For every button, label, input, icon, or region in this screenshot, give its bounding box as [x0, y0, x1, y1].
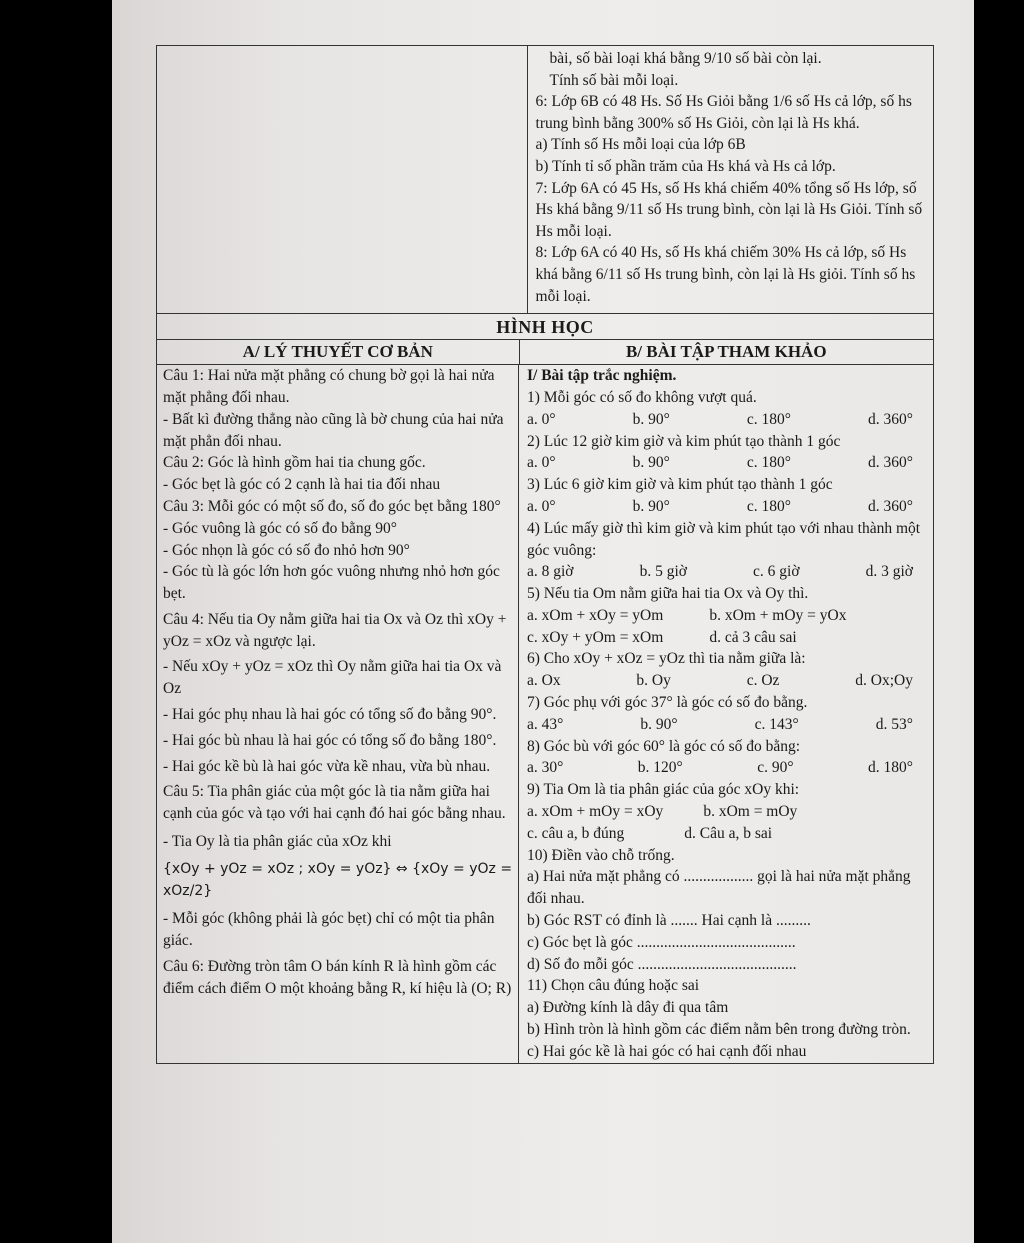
- theory-item: Câu 3: Mỗi góc có một số đo, số đo góc bẹt bằng 180°: [163, 497, 501, 515]
- top-left-empty-cell: [157, 46, 528, 313]
- options-row: [527, 605, 927, 627]
- option: d. 360°: [868, 454, 913, 472]
- theory-item: - Mỗi góc (không phải là góc bẹt) chỉ có một tia phân giác.: [163, 910, 495, 950]
- theory-item: - Hai góc bù nhau là hai góc có tổng số đo bằng 180°.: [163, 731, 497, 749]
- question-5: 5) Nếu tia Om nằm giữa hai tia Ox và Oy thì.: [527, 585, 809, 603]
- option: a. xOm + mOy = xOy: [527, 803, 664, 821]
- question-2: 2) Lúc 12 giờ kim giờ và kim phút tạo thành 1 góc: [527, 432, 841, 450]
- question-10a: a) Hai nửa mặt phẳng có .................. gọi là hai nửa mặt phẳng đối nhau.: [527, 868, 911, 908]
- option: a. 43°: [527, 715, 564, 733]
- option: b. 120°: [637, 759, 683, 777]
- question-6: 6) Cho xOy + xOz = yOz thì tia nằm giữa là:: [527, 650, 806, 668]
- theory-item: - Góc vuông là góc có số đo bằng 90°: [163, 519, 397, 537]
- question-11c: c) Hai góc kề là hai góc có hai cạnh đối nhau: [527, 1042, 807, 1060]
- theory-item: - Hai góc phụ nhau là hai góc có tổng số đo bằng 90°.: [163, 706, 497, 724]
- option: c. 180°: [746, 410, 791, 428]
- theory-item: - Góc tù là góc lớn hơn góc vuông nhưng nhỏ hơn góc bẹt.: [163, 563, 500, 603]
- question-11b: b) Hình tròn là hình gồm các điểm nằm bên trong đường tròn.: [527, 1021, 911, 1039]
- option: a. 8 giờ: [527, 563, 574, 581]
- option: c. 143°: [754, 715, 799, 733]
- problem-6a: a) Tính số Hs mỗi loại của lớp 6B: [535, 136, 746, 154]
- left-column-title: A/ LÝ THUYẾT CƠ BẢN: [157, 340, 520, 365]
- option: b. Oy: [636, 672, 671, 690]
- theory-item: Câu 4: Nếu tia Oy nằm giữa hai tia Ox và Oz thì xOy + yOz = xOz và ngược lại.: [163, 610, 507, 650]
- option: a. 0°: [527, 497, 556, 515]
- bisector-formula: {xOy + yOz = xOz ; xOy = yOz} ⇔ {xOy = yOz = xOz/2}: [163, 860, 513, 899]
- option: c. xOy + yOm = xOm: [527, 628, 664, 646]
- question-10c: c) Góc bẹt là góc .........................................: [527, 933, 796, 951]
- top-right-cell: [528, 46, 933, 313]
- problem-6b: b) Tính tỉ số phần trăm của Hs khá và Hs cả lớp.: [535, 157, 836, 175]
- options-row: [527, 561, 927, 583]
- option: b. 90°: [632, 497, 670, 515]
- exercise-intro: I/ Bài tập trắc nghiệm.: [527, 367, 677, 385]
- option: a. 30°: [527, 759, 564, 777]
- option: b. 5 giờ: [639, 563, 687, 581]
- option: b. xOm + mOy = yOx: [709, 606, 847, 624]
- question-8: 8) Góc bù với góc 60° là góc có số đo bằng:: [527, 737, 801, 755]
- question-3: 3) Lúc 6 giờ kim giờ và kim phút tạo thành 1 góc: [527, 476, 833, 494]
- theory-item: Câu 1: Hai nửa mặt phẳng có chung bờ gọi là hai nửa mặt phẳng đối nhau.: [163, 367, 495, 406]
- options-row: [527, 714, 927, 736]
- option: a. 0°: [527, 410, 556, 428]
- theory-item: - Góc bẹt là góc có 2 cạnh là hai tia đối nhau: [163, 476, 441, 494]
- options-row: [527, 627, 927, 649]
- option: c. 90°: [757, 759, 794, 777]
- option: c. Oz: [746, 672, 780, 690]
- option: c. 6 giờ: [753, 563, 800, 581]
- worksheet-table: [156, 45, 934, 1064]
- option: d. 53°: [875, 715, 913, 733]
- option: d. 3 giờ: [865, 563, 913, 581]
- content-row: [157, 365, 933, 1063]
- question-10b: b) Góc RST có đỉnh là ....... Hai cạnh là .........: [527, 912, 811, 930]
- theory-item: - Hai góc kề bù là hai góc vừa kề nhau, vừa bù nhau.: [163, 757, 491, 775]
- option: d. Câu a, b sai: [684, 824, 773, 842]
- theory-item: - Tia Oy là tia phân giác của xOz khi: [163, 833, 392, 851]
- question-1: 1) Mỗi góc có số đo không vượt quá.: [527, 388, 757, 406]
- option: d. cả 3 câu sai: [709, 628, 797, 646]
- option: b. 90°: [632, 410, 670, 428]
- option: a. 0°: [527, 454, 556, 472]
- options-row: [527, 496, 927, 518]
- problem-7: 7: Lớp 6A có 45 Hs, số Hs khá chiếm 40% tổng số Hs lớp, số Hs khá bằng 9/11 số Hs trung bình, còn lại là Hs Giỏi. Tính số Hs mỗi loại.: [535, 179, 923, 240]
- question-11: 11) Chọn câu đúng hoặc sai: [527, 977, 700, 995]
- option: c. 180°: [746, 497, 791, 515]
- theory-column: [157, 365, 519, 1063]
- options-row: [527, 409, 927, 431]
- options-row: [527, 452, 927, 474]
- theory-item: Câu 2: Góc là hình gồm hai tia chung gốc.: [163, 454, 426, 472]
- exercise-column: [519, 365, 933, 1063]
- options-row: [527, 823, 927, 845]
- option: a. xOm + xOy = yOm: [527, 606, 664, 624]
- options-row: [527, 801, 927, 823]
- option: b. 90°: [632, 454, 670, 472]
- option: b. xOm = mOy: [703, 803, 798, 821]
- option: a. Ox: [527, 672, 561, 690]
- section-title: HÌNH HỌC: [157, 314, 933, 340]
- problem-8: 8: Lớp 6A có 40 Hs, số Hs khá chiếm 30% Hs cả lớp, số Hs khá bằng 6/11 số Hs trung bình, còn lại là Hs giỏi. Tính số hs mỗi loại.: [535, 244, 916, 305]
- option: c. câu a, b đúng: [527, 824, 625, 842]
- theory-item: Câu 6: Đường tròn tâm O bán kính R là hình gồm các điểm cách điểm O một khoảng bằng R, kí hiệu là (O; R): [163, 958, 512, 997]
- theory-item: - Bất kì đường thẳng nào cũng là bờ chung của hai nửa mặt phẳn đối nhau.: [163, 410, 504, 450]
- option: c. 180°: [746, 454, 791, 472]
- option: d. 360°: [868, 497, 913, 515]
- question-11a: a) Đường kính là dây đi qua tâm: [527, 999, 729, 1017]
- options-row: [527, 670, 927, 692]
- top-row: [157, 46, 933, 314]
- question-9: 9) Tia Om là tia phân giác của góc xOy khi:: [527, 781, 800, 799]
- theory-item: - Góc nhọn là góc có số đo nhỏ hơn 90°: [163, 541, 410, 559]
- theory-item: - Nếu xOy + yOz = xOz thì Oy nằm giữa hai tia Ox và Oz: [163, 658, 502, 698]
- right-column-title: B/ BÀI TẬP THAM KHẢO: [520, 340, 933, 365]
- text-line: bài, số bài loại khá bằng 9/10 số bài còn lại.: [549, 50, 822, 67]
- option: d. 360°: [868, 410, 913, 428]
- option: d. Ox;Oy: [855, 672, 913, 690]
- text-line: Tính số bài mỗi loại.: [549, 71, 679, 89]
- question-10d: d) Số đo mỗi góc .........................................: [527, 955, 797, 973]
- column-header-row: [157, 340, 933, 365]
- options-row: [527, 757, 927, 779]
- option: d. 180°: [868, 759, 913, 777]
- question-7: 7) Góc phụ với góc 37° là góc có số đo bằng.: [527, 694, 808, 712]
- problem-6: 6: Lớp 6B có 48 Hs. Số Hs Giỏi bằng 1/6 số Hs cả lớp, số hs trung bình bằng 300% số Hs Giỏi, còn lại là Hs khá.: [535, 93, 912, 132]
- theory-item: Câu 5: Tia phân giác của một góc là tia nằm giữa hai cạnh của góc và tạo với hai cạnh đó hai góc bằng nhau.: [163, 783, 506, 823]
- question-10: 10) Điền vào chỗ trống.: [527, 846, 675, 864]
- option: b. 90°: [640, 715, 678, 733]
- question-4: 4) Lúc mấy giờ thì kim giờ và kim phút tạo với nhau thành một góc vuông:: [527, 519, 921, 559]
